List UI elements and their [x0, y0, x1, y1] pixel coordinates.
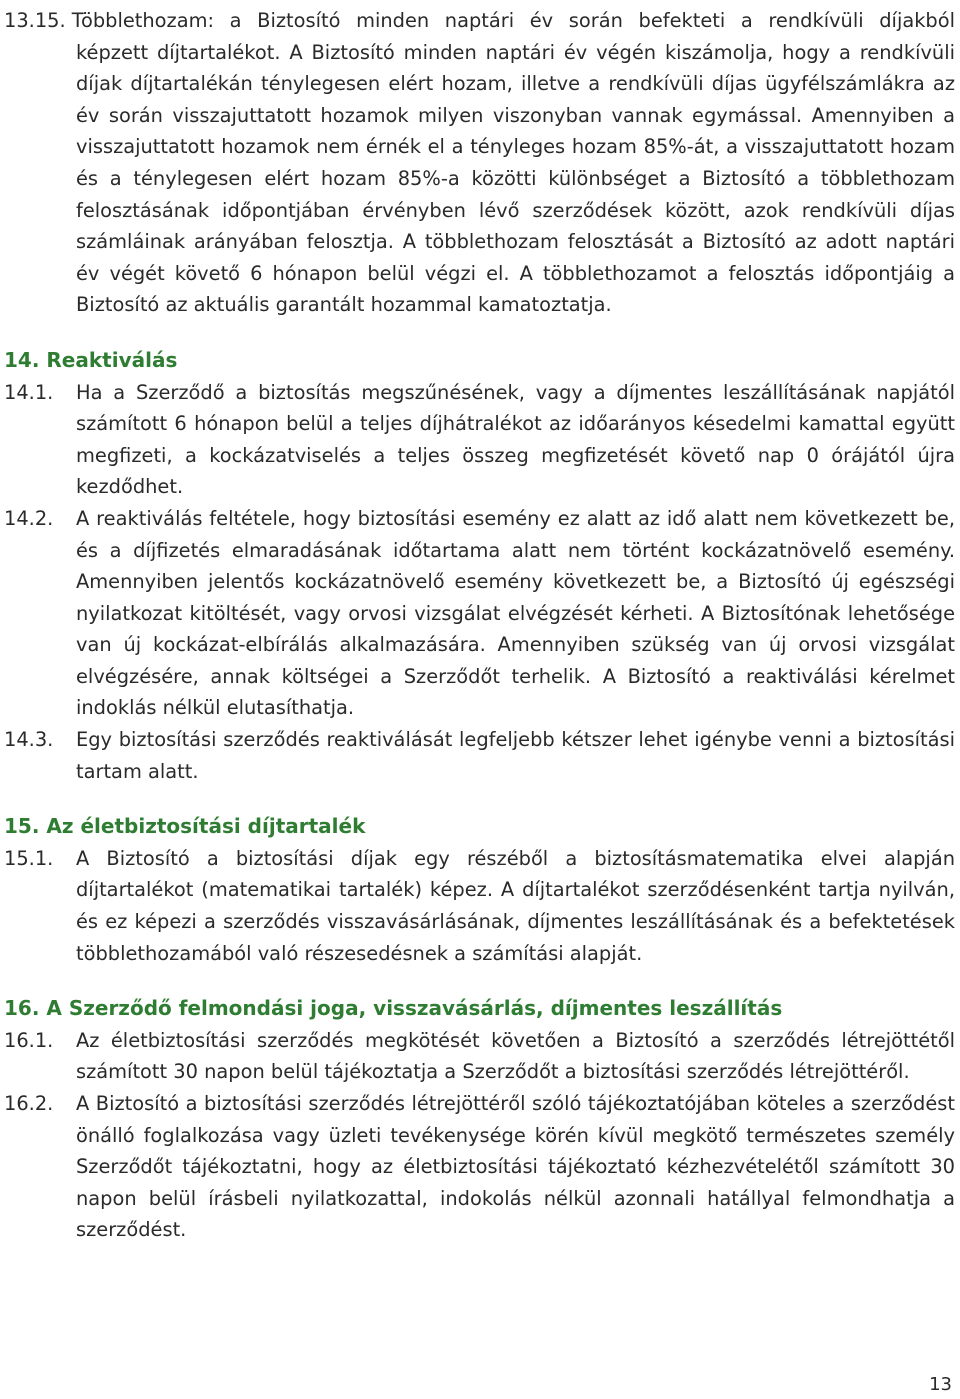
clause-15-1: [4, 843, 955, 969]
clause-number: 16.1.: [4, 1028, 54, 1052]
clause-text: A Biztosító a biztosítási díjak egy részéből a biztosításmatematika elvei alapján díjtartalékot (matematikai tartalék) képez. A díjtartalékot szerződésenként tartja nyilván, és ez képezi a szerződés visszavásárlásának, díjmentes leszállításának és a befektetések többlethozamából való részesedésnek a számítási alapját.: [76, 846, 955, 965]
section-heading-16: 16. A Szerződő felmondási joga, visszavásárlás, díjmentes leszállítás: [4, 996, 783, 1021]
clause-number: 15.1.: [4, 846, 54, 870]
clause-number: 16.2.: [4, 1092, 54, 1115]
clause-14-3: [4, 724, 955, 787]
clause-13-15: [4, 5, 955, 321]
page-number: 13: [929, 1374, 952, 1395]
clause-14-1: [4, 377, 955, 503]
clause-number: 14.1.: [4, 380, 54, 404]
clause-16-1: [4, 1025, 955, 1088]
clause-text: Az életbiztosítási szerződés megkötését követően a Biztosító a szerződés létrejöttétől számított 30 napon belül tájékoztatja a Szerződőt a biztosítási szerződés létrejöttéről.: [76, 1028, 955, 1084]
section-heading-14: 14. Reaktiválás: [4, 347, 178, 372]
clause-14-2: [4, 503, 955, 724]
clause-text: Egy biztosítási szerződés reaktiválását legfeljebb kétszer lehet igénybe venni a biztosítási tartam alatt.: [76, 728, 955, 783]
clause-text: A Biztosító a biztosítási szerződés létrejöttéről szóló tájékoztatójában köteles a szerződést önálló foglalkozása vagy üzleti tevékenysége körén kívül megkötő természetes személy Szerződőt tájékoztatni, hogy az életbiztosítási tájékoztató kézhezvételétől számított 30 napon belül írásbeli nyilatkozattal, indokolás nélkül azonnali hatállyal felmondhatja a szerződést.: [76, 1092, 955, 1242]
section-heading-15: 15. Az életbiztosítási díjtartalék: [4, 814, 366, 839]
clause-first-line: Többlethozam: a Biztosító minden naptári év során befekteti a rendkívüli díjakból: [71, 9, 955, 32]
clause-number: 14.2.: [4, 506, 54, 530]
clause-text: A reaktiválás feltétele, hogy biztosítási esemény ez alatt az idő alatt nem következett be, és a díjfizetés elmaradásának időtartama alatt nem történt kockázatnövelő esemény. Amennyiben jelentős kockázatnövelő esemény következett be, a Biztosító új egészségi nyilatkozat kitöltését, vagy orvosi vizsgálat elvégzését kérheti. A Biztosítónak lehetősége van új kockázat-elbírálás alkalmazására. Amennyiben szükség van új orvosi vizsgálat elvégzésére, annak költségei a Szerződőt terhelik. A Biztosító a reaktiválási kérelmet indoklás nélkül elutasíthatja.: [76, 506, 955, 720]
document-page: [4, 5, 955, 1246]
clause-text: képzett díjtartalékot. A Biztosító minden naptári év végén kiszámolja, hogy a rendkívüli díjak díjtartalékán ténylegesen elért hozam, illetve a rendkívüli díjas ügyfélszámlákra az év során visszajuttatott hozamok milyen viszonyban vannak egymással. Amennyiben a visszajuttatott hozamok nem érnék el a tényleges hozam 85%-át, a visszajuttatott hozam és a ténylegesen elért hozam 85%-a közötti különbséget a Biztosító a többlethozam felosztásának időpontjában érvényben lévő szerződések között, azok rendkívüli díjas számláinak arányában felosztja. A többlethozam felosztását a Biztosító az adott naptári év végét követő 6 hónapon belül végzi el. A többlethozamot a felosztás időpontjáig a Biztosító az aktuális garantált hozammal kamatoztatja.: [76, 40, 955, 317]
clause-number: 13.15.: [4, 9, 66, 32]
clause-16-2: [4, 1088, 955, 1246]
clause-number: 14.3.: [4, 728, 54, 752]
clause-text: Ha a Szerződő a biztosítás megszűnésének, vagy a díjmentes leszállításának napjától számított 6 hónapon belül a teljes díjhátralékot az időarányos késedelmi kamattal együtt megfizeti, a kockázatviselés a teljes összeg megfizetését követő nap 0 órájától újra kezdődhet.: [76, 380, 955, 499]
